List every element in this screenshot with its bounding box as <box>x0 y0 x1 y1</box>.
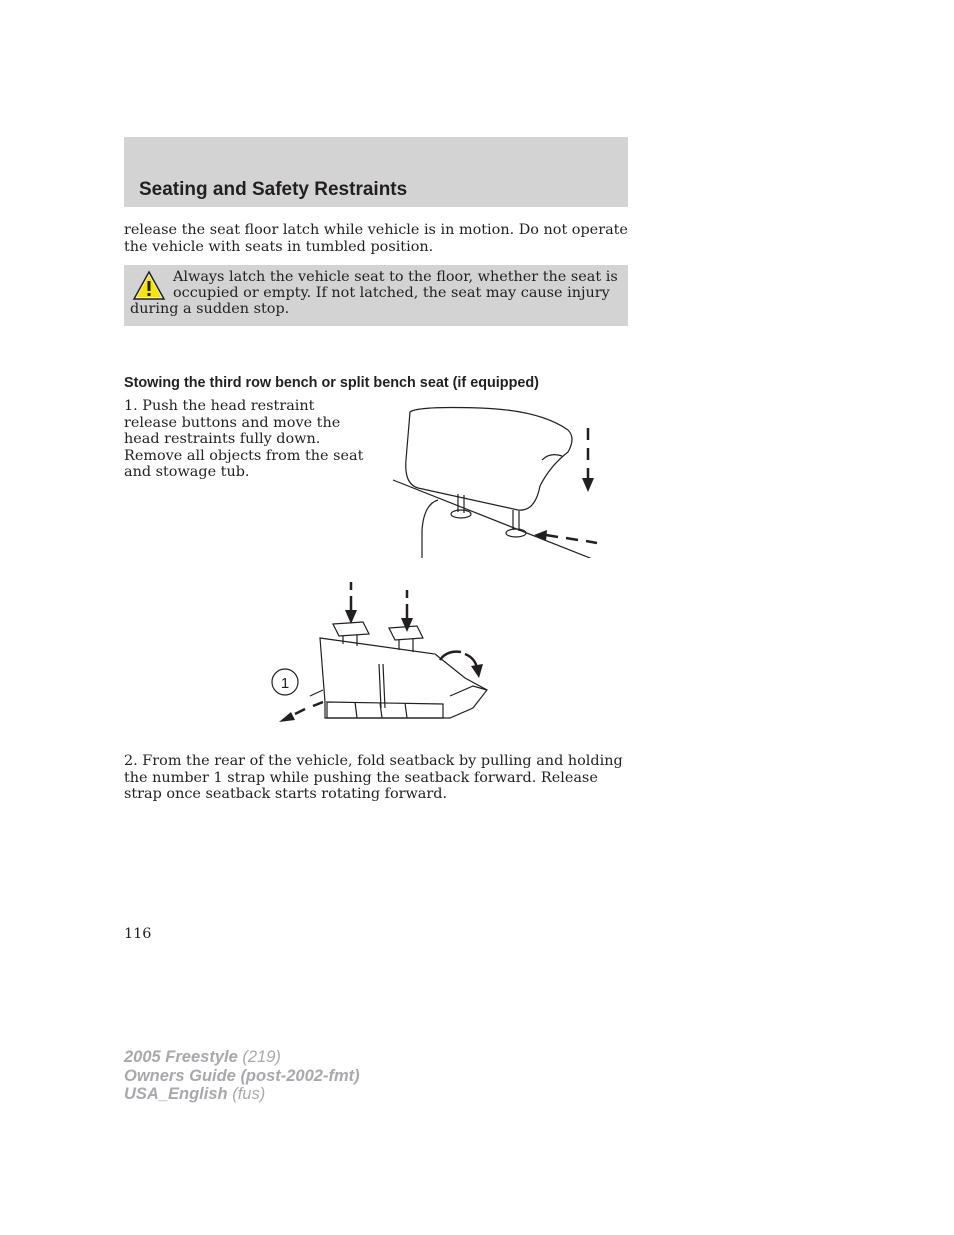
head-restraint-illustration <box>390 400 605 558</box>
warning-text: Always latch the vehicle seat to the floor, whether the seat is occupied or empty. If not latched, the seat may cause injury during a sudden stop. <box>130 269 618 317</box>
footer-line-2: Owners Guide (post-2002-fmt) <box>124 1066 360 1085</box>
step-2-text: 2. From the rear of the vehicle, fold seatback by pulling and holding the number 1 strap while pushing the seatback forward. Release strap once seatback starts rotating forward. <box>124 753 623 802</box>
section-title: Seating and Safety Restraints <box>139 179 408 200</box>
intro-paragraph: release the seat floor latch while vehicle is in motion. Do not operate the vehicle with seats in tumbled position. <box>124 222 628 255</box>
footer-line-1: 2005 Freestyle (219) <box>124 1048 281 1066</box>
figure-callout-1: 1 <box>280 675 290 692</box>
warning-text-wrapper <box>130 269 620 317</box>
page-number: 116 <box>124 926 152 942</box>
step-1-text: 1. Push the head restraint release buttons and move the head restraints fully down. Remove all objects from the seat and stowage tub. <box>124 398 364 480</box>
section-header-band <box>124 137 628 207</box>
seat-fold-illustration <box>265 578 495 726</box>
document-footer <box>124 1048 360 1104</box>
footer-line-3: USA_English (fus) <box>124 1085 266 1103</box>
warning-box <box>124 265 628 326</box>
section-heading: Stowing the third row bench or split bench seat (if equipped) <box>124 375 539 391</box>
